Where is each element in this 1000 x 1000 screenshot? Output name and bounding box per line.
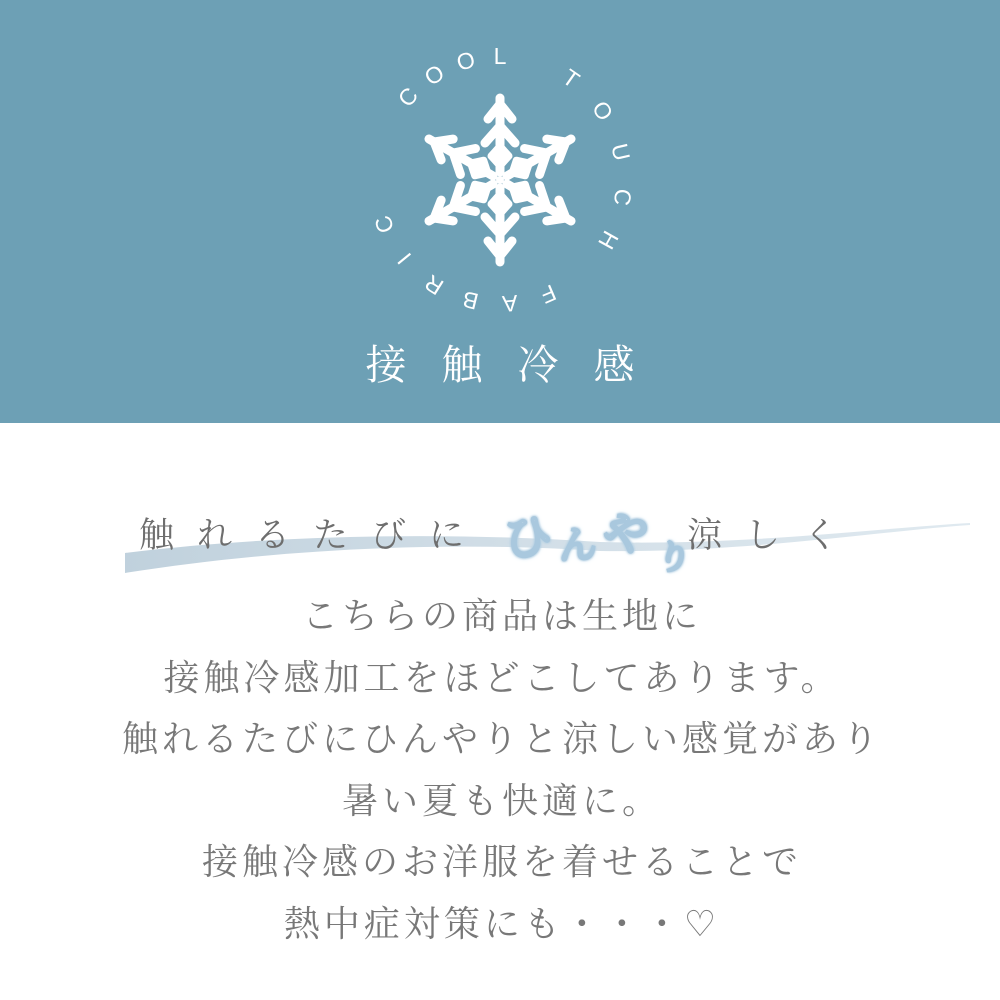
headline-highlight-char: ん [556, 523, 598, 568]
body-line: 暑い夏も快適に。 [341, 779, 662, 821]
body-line: 熱中症対策にも・・・♡ [283, 902, 721, 944]
svg-text:F: F [536, 279, 561, 309]
svg-text:U: U [606, 141, 636, 164]
svg-text:L: L [493, 43, 507, 69]
svg-text:T: T [557, 63, 585, 94]
headline-prefix: 触れるたびに [138, 516, 487, 555]
hero-section [0, 0, 1000, 423]
svg-text:I: I [392, 247, 417, 270]
body-line: こちらの商品は生地に [301, 595, 702, 636]
snowflake-icon [421, 98, 578, 262]
svg-text:A: A [501, 290, 519, 318]
svg-text:C: C [369, 212, 400, 237]
headline-highlight-char: や [599, 504, 654, 564]
body-line: 触れるたびにひんやりと涼しい感覚があり [121, 718, 882, 759]
hero-title: 接触冷感 [365, 342, 670, 388]
content-section [0, 423, 1000, 1000]
svg-text:R: R [419, 269, 448, 301]
svg-text:O: O [419, 59, 449, 91]
body-line: 接触冷感のお洋服を着せることで [201, 841, 802, 882]
svg-text:C: C [392, 82, 424, 112]
svg-text:O: O [453, 45, 479, 76]
headline-highlight [499, 499, 694, 578]
headline-suffix: 涼しく [687, 516, 862, 555]
body-text [0, 585, 1000, 954]
headline-highlight-char: り [655, 536, 694, 578]
svg-text:O: O [587, 95, 619, 126]
svg-text:B: B [459, 285, 481, 315]
svg-text:C: C [608, 187, 637, 208]
headline [0, 483, 1000, 583]
headline-highlight-char: ひ [499, 507, 557, 569]
svg-text:H: H [593, 226, 624, 254]
body-line: 接触冷感加工をほどこしてあります。 [163, 656, 841, 698]
